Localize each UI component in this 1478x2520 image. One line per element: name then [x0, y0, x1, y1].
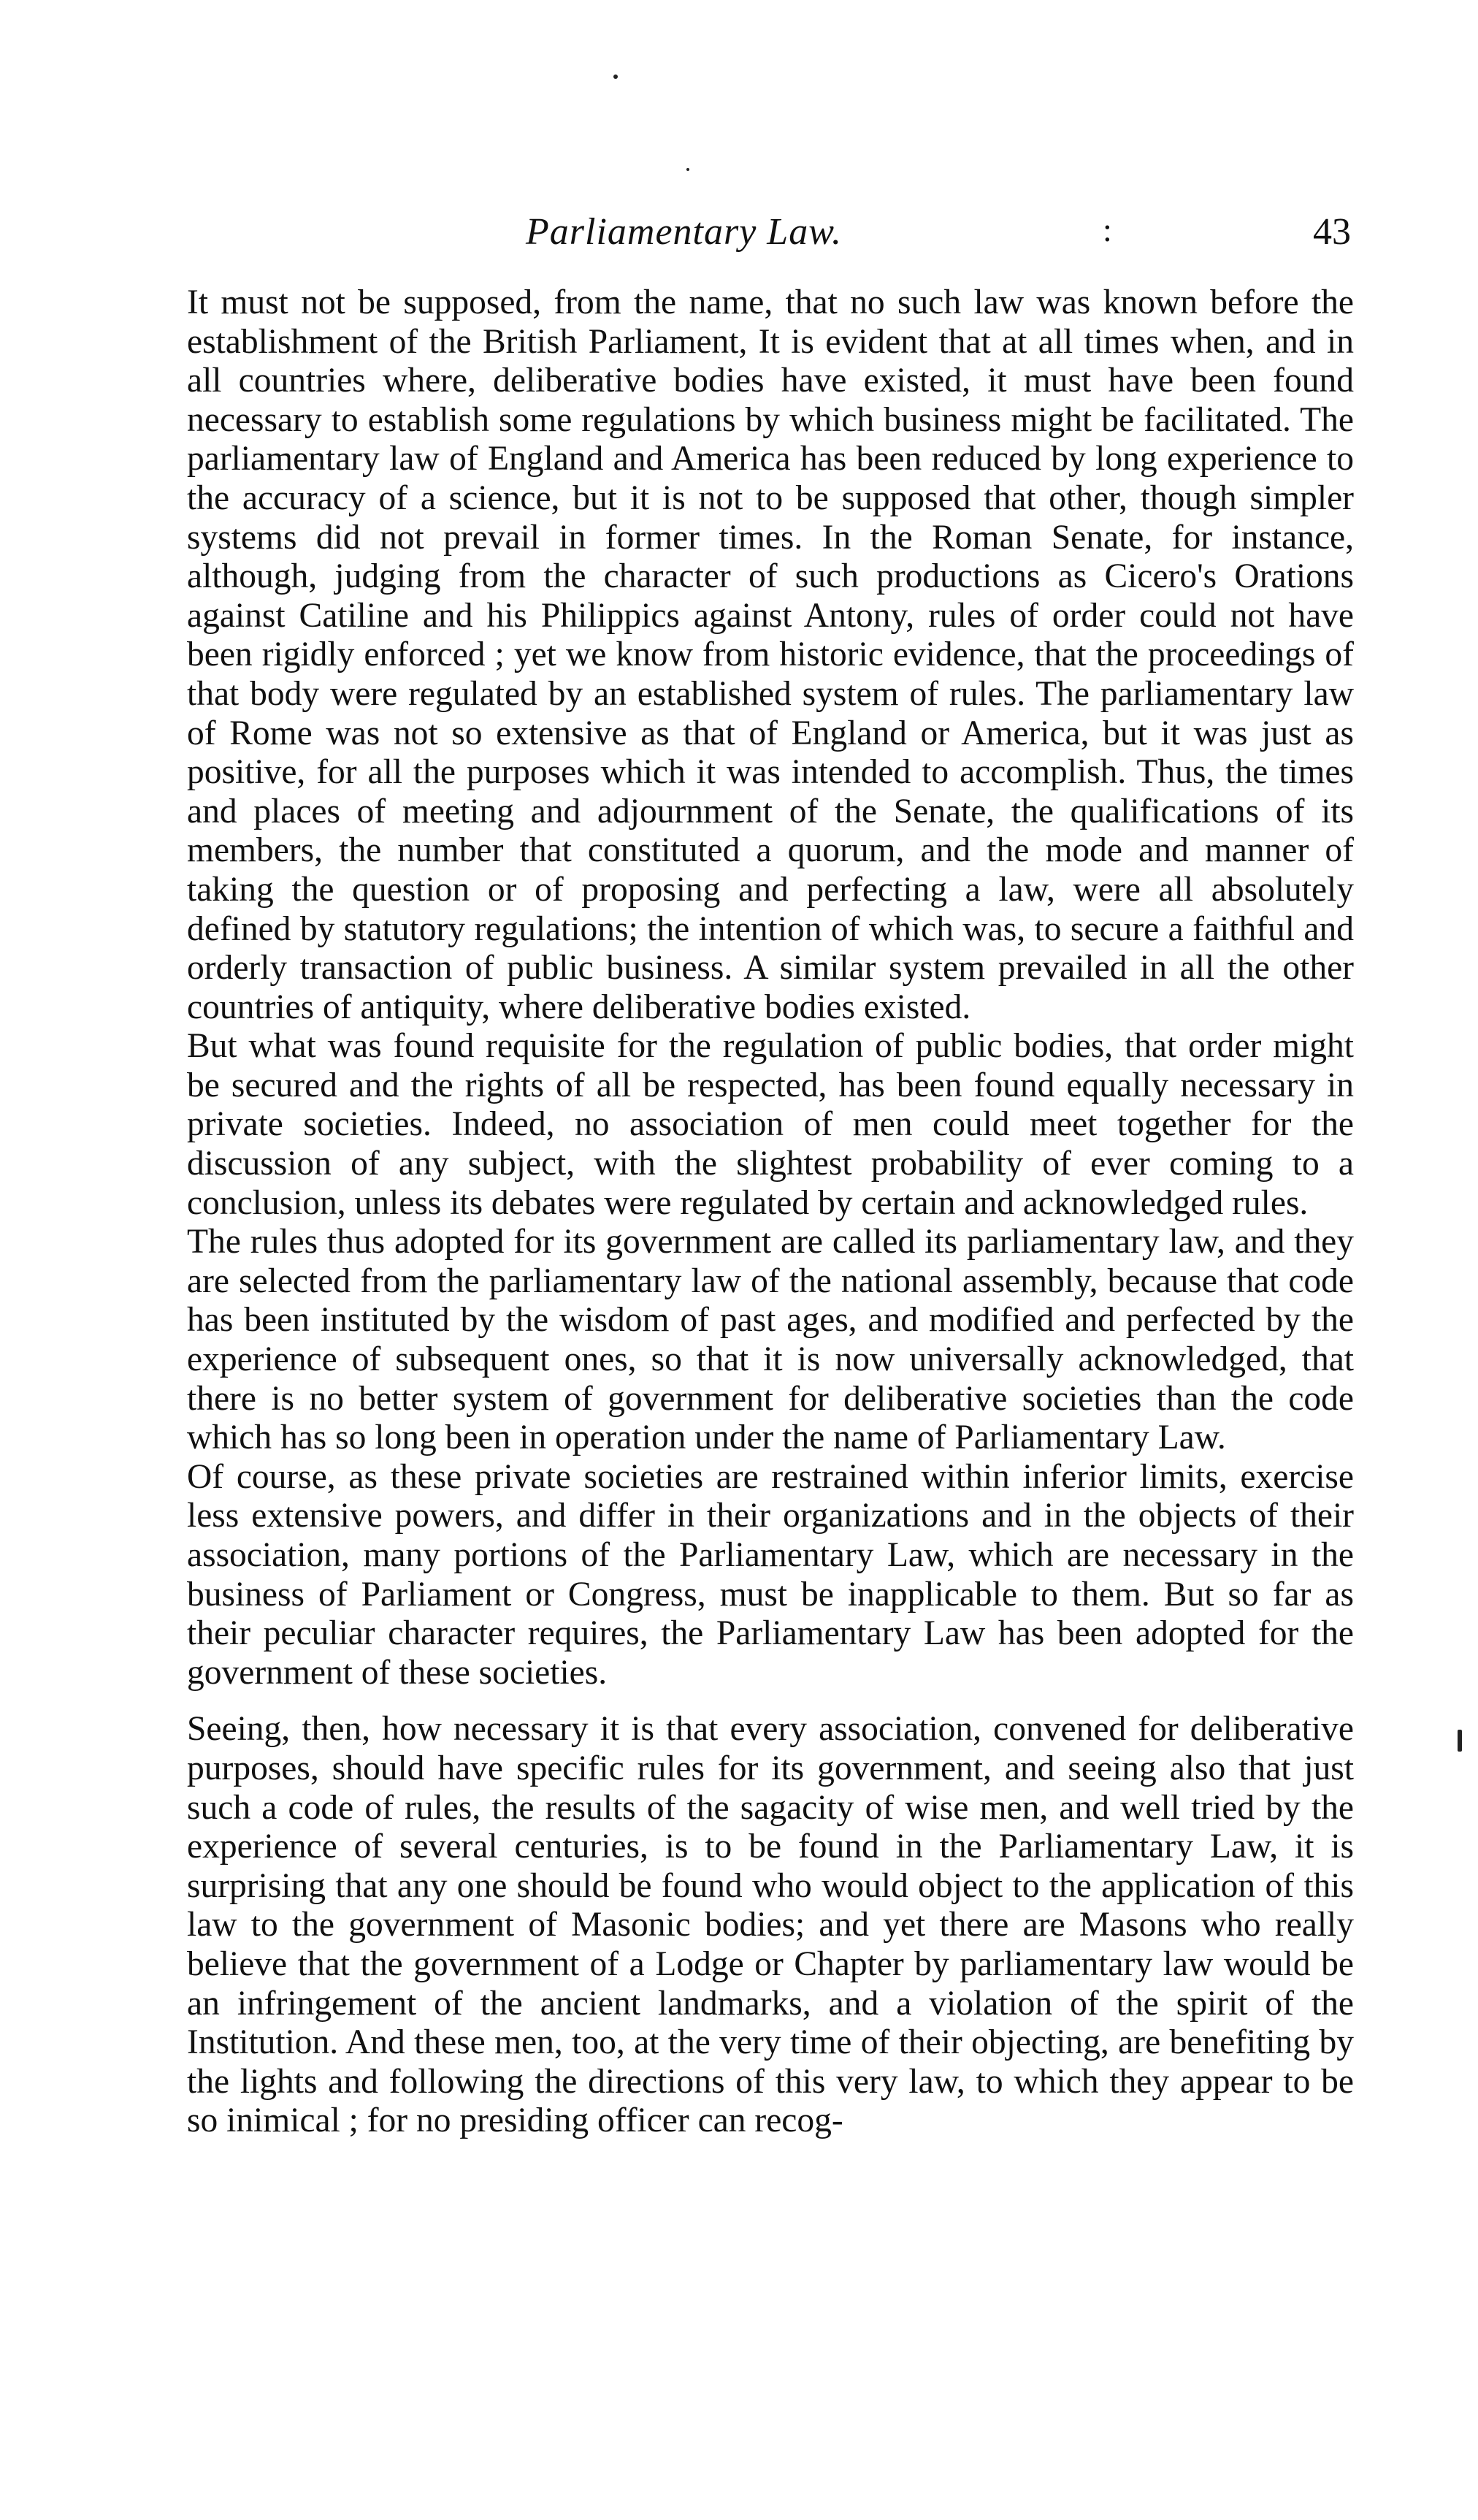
page-header — [190, 210, 1351, 269]
paragraph: The rules thus adopted for its government are called its parliamentary law, and they are selected from the parliamentary law of the national assembly, because that code has been instituted by the wisdom of past ages, and modified and perfected by the experience of subsequent ones, so that it is now universally acknowledged, that there is no better system of government for deliberative societies than the code which has so long been in operation under the name of Parliamentary Law. — [187, 1223, 1354, 1457]
running-title: Parliamentary Law. — [526, 211, 843, 253]
page-number: 43 — [1313, 211, 1351, 253]
paragraph: Seeing, then, how necessary it is that every association, convened for deliberative purposes, should have specific rules for its government, and seeing also that just such a code of rules, the results of the sagacity of wise men, and well tried by the experience of several centuries, is to be found in the Parliamentary Law, it is surprising that any one should be found who would object to the application of this law to the government of Masonic bodies; and yet there are Masons who really believe that the government of a Lodge or Chapter by parliamentary law would be an infringement of the ancient landmarks, and a violation of the spirit of the Institution. And these men, too, at the very time of their objecting, are benefiting by the lights and following the directions of this very law, to which they appear to be so inimical ; for no presiding officer can recog- — [187, 1710, 1354, 2140]
paragraph: It must not be supposed, from the name, that no such law was known before the establishment of the British Parliament, It is evident that at all times when, and in all countries where, deliberative bodies have existed, it must have been found necessary to establish some regulations by which business might be facilitated. The parliamentary law of England and America has been reduced by long experience to the accuracy of a science, but it is not to be supposed that other, though simpler systems did not prevail in former times. In the Roman Senate, for instance, although, judging from the character of such productions as Cicero's Orations against Catiline and his Philippics against Antony, rules of order could not have been rigidly enforced ; yet we know from historic evidence, that the proceedings of that body were regulated by an established system of rules. The parliamentary law of Rome was not so extensive as that of England or America, but it was just as positive, for all the purposes which it was intended to accomplish. Thus, the times and places of meeting and adjournment of the Senate, the qualifications of its members, the number that constituted a quorum, and the mode and manner of taking the question or of proposing and perfecting a law, were all absolutely defined by statutory regulations; the intention of which was, to secure a faithful and orderly transaction of public business. A similar system prevailed in all the other countries of antiquity, where deliberative bodies existed. — [187, 283, 1354, 1026]
paragraph: But what was found requisite for the regulation of public bodies, that order might be secured and the rights of all be respected, has been found equally necessary in private societies. Indeed, no association of men could meet together for the discussion of any subject, with the slightest probability of ever coming to a conclusion, unless its debates were regulated by certain and acknowledged rules. — [187, 1027, 1354, 1222]
body-text — [187, 283, 1354, 2467]
ink-speck — [1458, 1730, 1462, 1752]
ink-speck — [613, 75, 618, 79]
ink-speck — [686, 168, 689, 171]
header-mark: : — [1103, 211, 1112, 248]
paragraph: Of course, as these private societies are restrained within inferior limits, exercise less extensive powers, and differ in their organizations and in the objects of their association, many portions of the Parliamentary Law, which are necessary in the business of Parliament or Congress, must be inapplicable to them. But so far as their peculiar character requires, the Parliamentary Law has been adopted for the government of these societies. — [187, 1457, 1354, 1692]
